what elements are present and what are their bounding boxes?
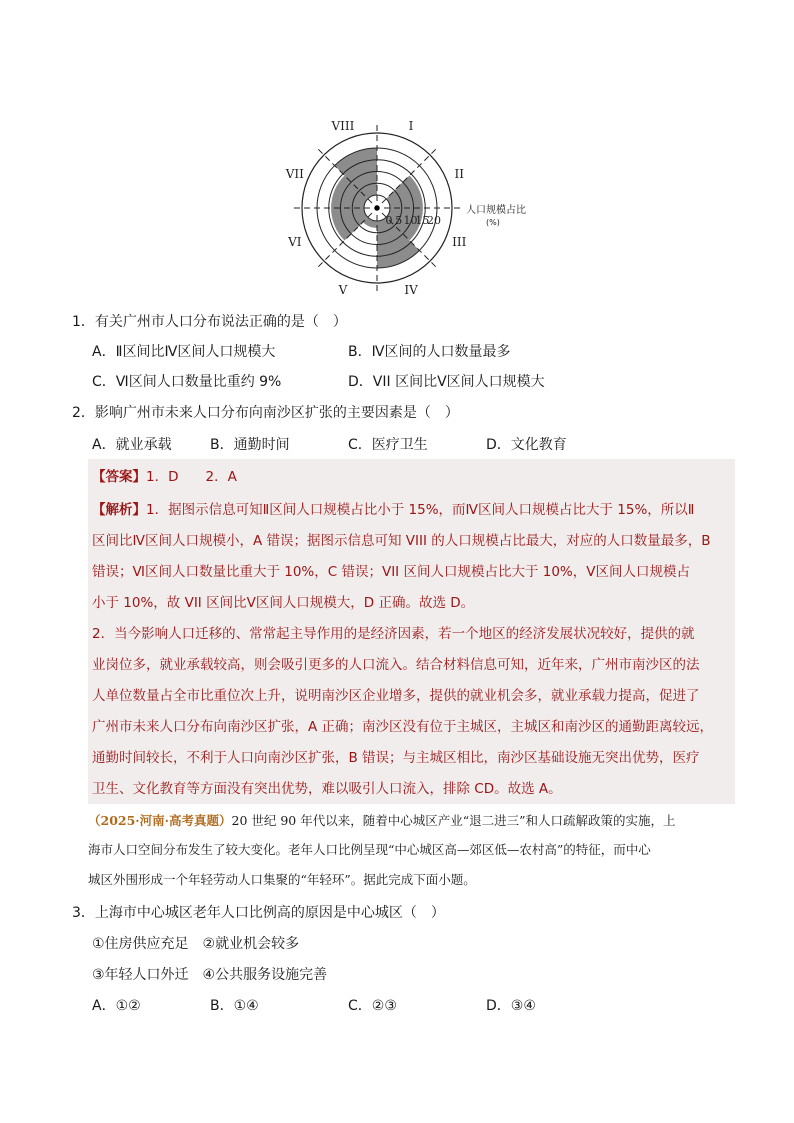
q2-option-c: C．医疗卫生	[348, 437, 428, 453]
answer-tag: 【答案】	[92, 469, 146, 485]
analysis-tag: 【解析】	[92, 502, 146, 518]
q3-option-a: A．①②	[92, 998, 141, 1014]
analysis-line-3: 错误；Ⅵ区间人口数量比重大于 10%，C 错误；VII 区间人口规模占比大于 10%，Ⅴ区间人口规模占	[92, 564, 690, 580]
sector-label-VI: VI	[288, 235, 302, 250]
question-2-stem: 2．影响广州市未来人口分布向南沙区扩张的主要因素是（ ）	[72, 405, 459, 421]
analysis-line-7: 人单位数量占全市比重位次上升，说明南沙区企业增多，提供的就业机会多，就业承载力提高，促进了	[92, 688, 700, 704]
intro-text-1: 20 世纪 90 年代以来，随着中心城区产业“退二进三”和人口疏解政策的实施，上	[231, 813, 676, 828]
q2-option-a: A．就业承载	[92, 437, 172, 453]
q3-statements-2: ③年轻人口外迁 ④公共服务设施完善	[92, 967, 328, 983]
source-tag: （2025·河南·高考真题）	[88, 813, 232, 828]
sector-label-III: III	[452, 235, 467, 250]
analysis-line-6: 业岗位多，就业承载较高，则会吸引更多的人口流入。结合材料信息可知，近年来，广州市南沙区的法	[92, 657, 700, 673]
scale-tick-15: 15	[415, 214, 430, 227]
center-dot	[375, 206, 380, 211]
question-1-stem: 1．有关广州市人口分布说法正确的是（ ）	[72, 314, 347, 330]
analysis-line-2: 区间比Ⅳ区间人口规模小，A 错误；据图示信息可知 VIII 的人口规模占比最大，对应的人口数量最多，B	[92, 533, 711, 549]
q1-option-c: C．Ⅵ区间人口数量比重约 9%	[92, 374, 282, 390]
analysis-line-9: 通勤时间较长，不利于人口向南沙区扩张，B 错误；与主城区相比，南沙区基础设施无突出优势，医疗	[92, 750, 700, 766]
sector-label-VII: VII	[285, 166, 304, 181]
q3-option-d: D．③④	[486, 998, 536, 1014]
sector-label-V: V	[338, 283, 348, 295]
sector-label-II: II	[454, 166, 464, 181]
q2-option-b: B．通勤时间	[210, 437, 290, 453]
material-intro-line-3: 城区外围形成一个年轻劳动人口集聚的“年轻环”。据此完成下面小题。	[88, 872, 476, 887]
sector-label-I: I	[408, 118, 414, 133]
material-intro-line-1	[88, 812, 676, 830]
sector-label-IV: IV	[404, 283, 418, 295]
q1-option-a: A．Ⅱ区间比Ⅳ区间人口规模大	[92, 344, 276, 360]
scale-tick-5: 5	[395, 214, 403, 227]
sector-label-VIII: VIII	[331, 118, 355, 133]
q1-option-b: B．Ⅳ区间的人口数量最多	[348, 344, 511, 360]
axis-label: 人口规模占比	[466, 205, 526, 216]
analysis-line-4: 小于 10%，故 VII 区间比Ⅴ区间人口规模大，D 正确。故选 D。	[92, 595, 475, 611]
analysis-text-1: 1．据图示信息可知Ⅱ区间人口规模占比小于 15%，而Ⅳ区间人口规模占比大于 15%，所以Ⅱ	[146, 502, 695, 518]
q2-option-d: D．文化教育	[486, 437, 567, 453]
answer-text: 1．D 2．A	[146, 469, 237, 485]
scale-tick-10: 10	[403, 214, 418, 227]
question-3-stem: 3．上海市中心城区老年人口比例高的原因是中心城区（ ）	[72, 905, 445, 921]
q3-option-b: B．①④	[210, 998, 259, 1014]
q1-option-d: D．VII 区间比Ⅴ区间人口规模大	[348, 374, 545, 390]
analysis-line-10: 卫生、文化教育等方面没有突出优势，难以吸引人口流入，排除 CD。故选 A。	[92, 781, 562, 797]
scale-tick-0: 0	[385, 214, 393, 227]
axis-unit: (%)	[486, 218, 500, 227]
analysis-line-5: 2．当今影响人口迁移的、常常起主导作用的是经济因素，若一个地区的经济发展状况较好，提供的就	[92, 626, 695, 642]
answer-line	[92, 467, 237, 487]
q3-option-c: C．②③	[348, 998, 397, 1014]
population-radial-chart	[280, 110, 580, 295]
scale-tick-20: 20	[427, 214, 441, 227]
material-intro-line-2: 海市人口空间分布发生了较大变化。老年人口比例呈现“中心城区高—郊区低—农村高”的特征，而中心	[88, 842, 651, 857]
radial-chart-svg	[280, 110, 580, 295]
q3-statements-1: ①住房供应充足 ②就业机会较多	[92, 936, 300, 952]
analysis-line-8: 广州市未来人口分布向南沙区扩张，A 正确；南沙区没有位于主城区，主城区和南沙区的通勤距离较远，	[92, 719, 714, 735]
analysis-line-1	[92, 500, 694, 520]
